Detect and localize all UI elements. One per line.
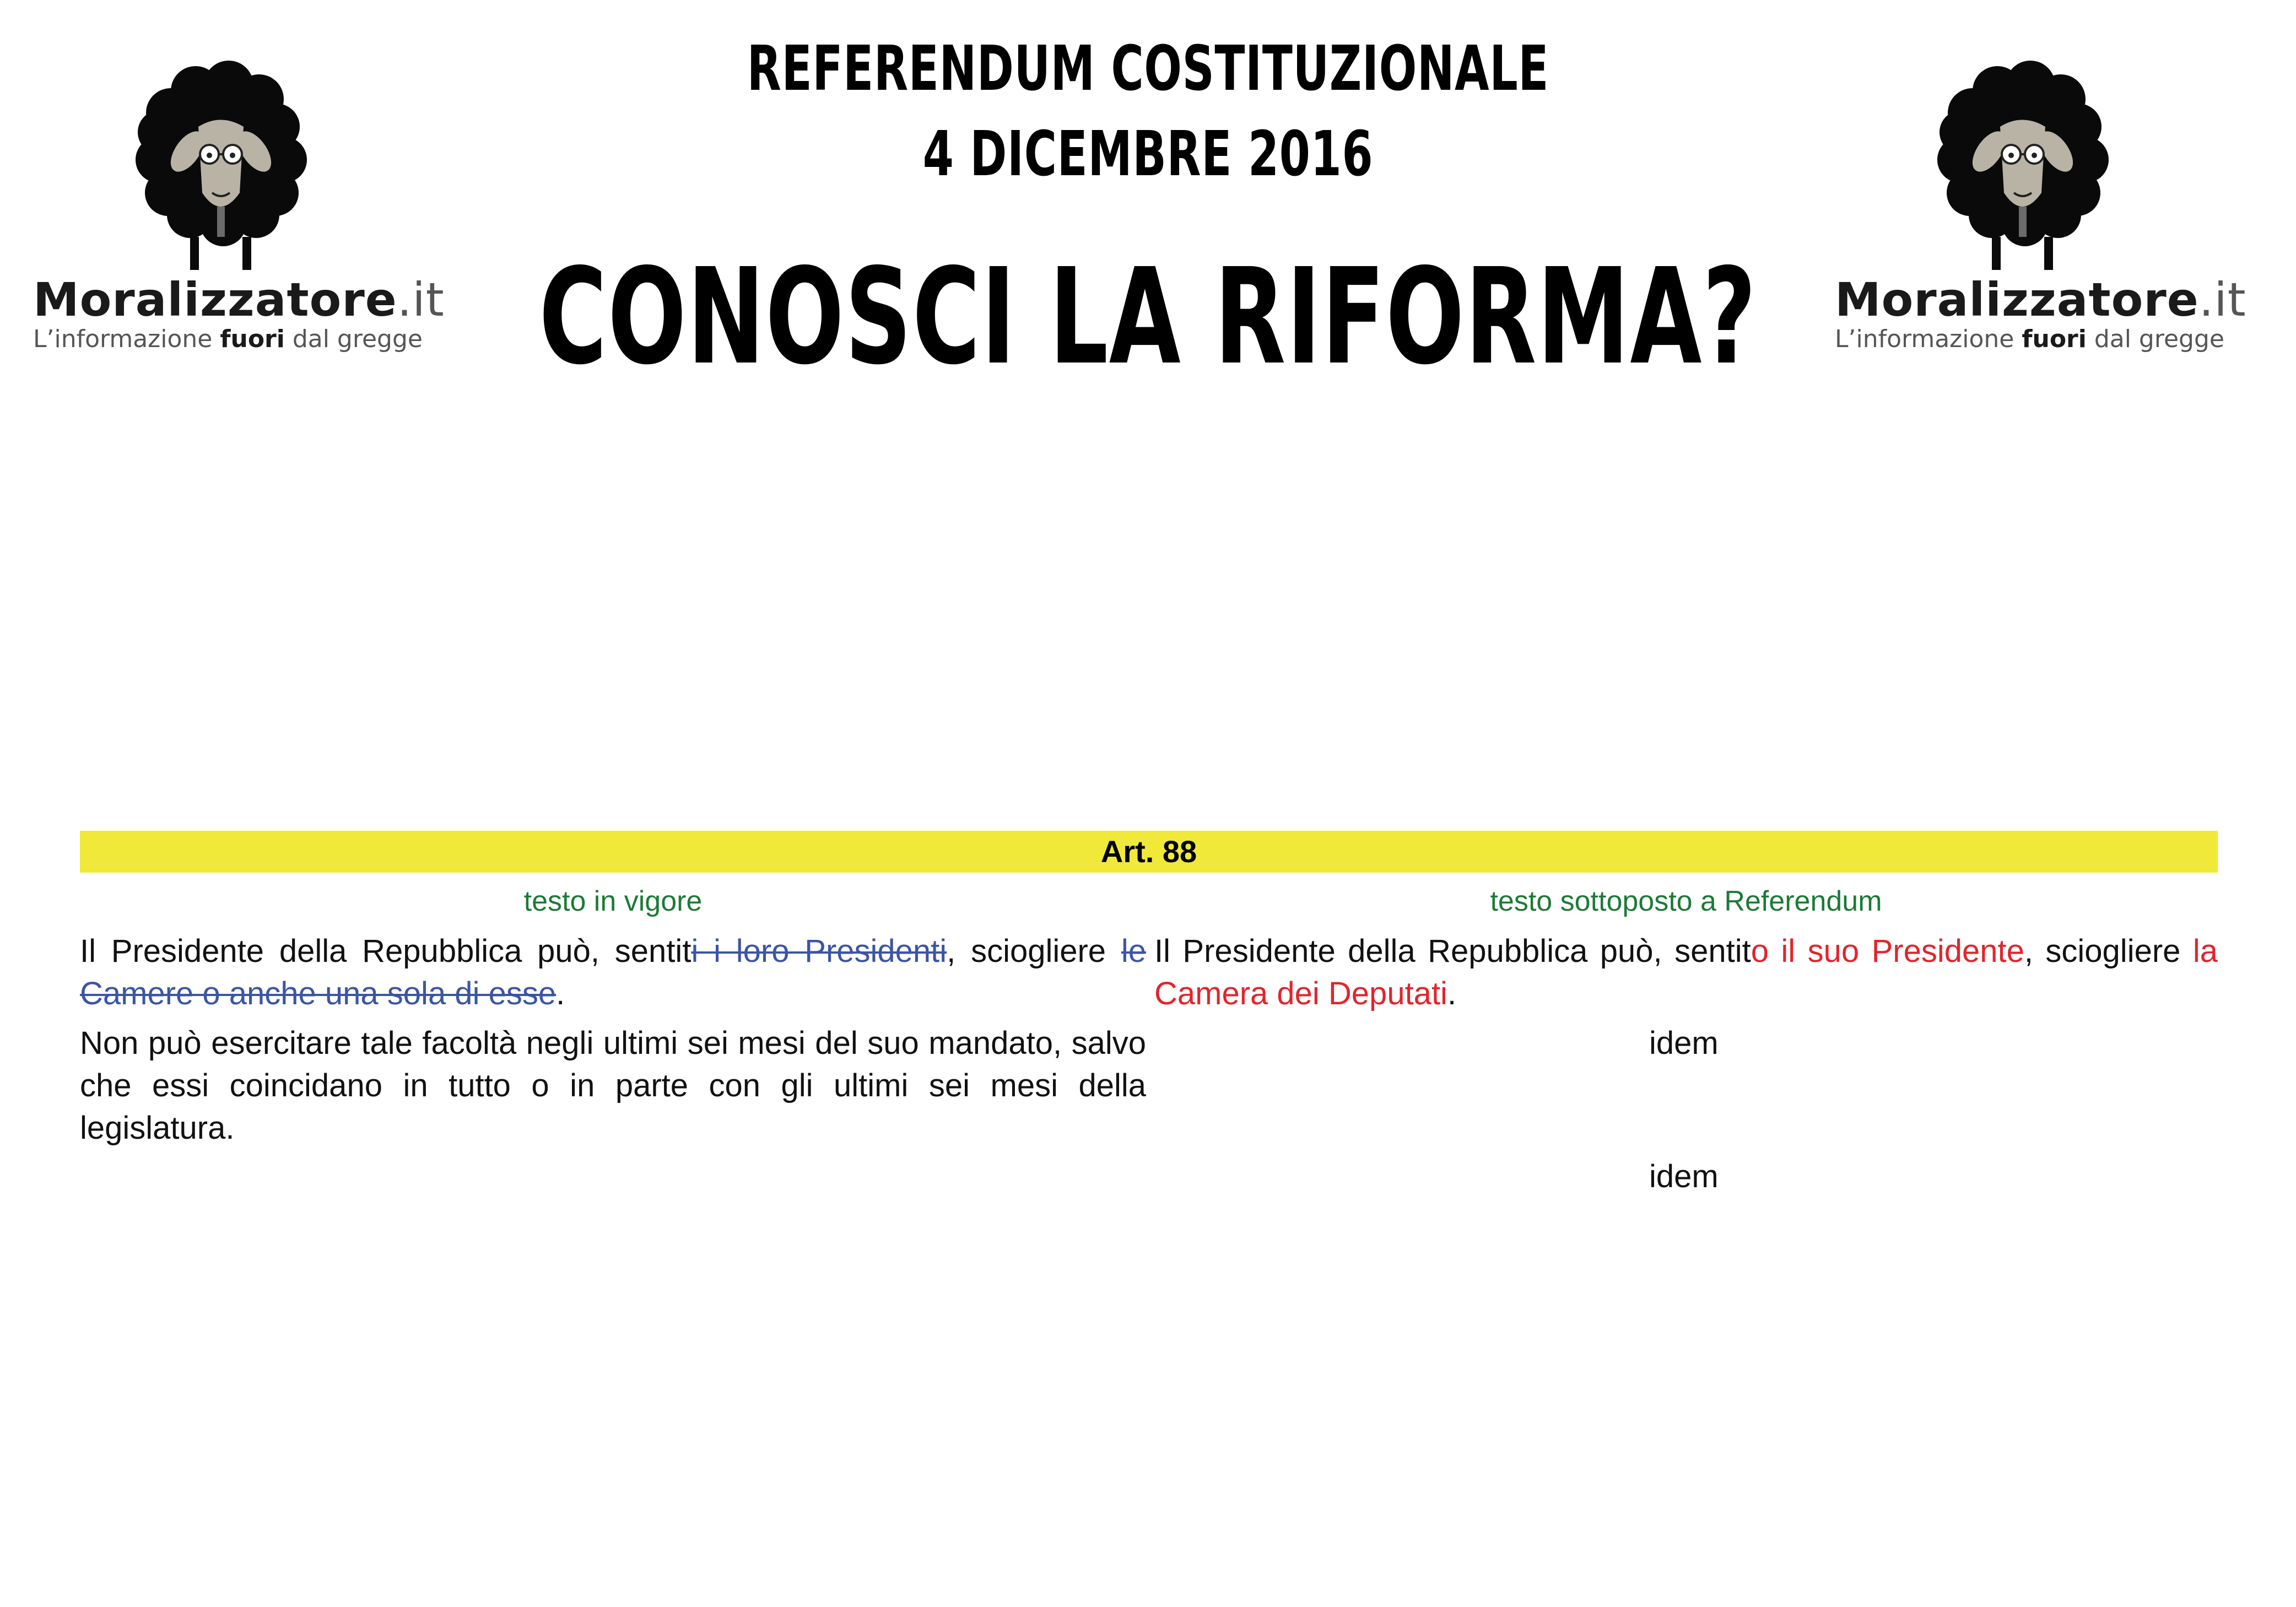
sheep-logo-icon xyxy=(127,61,314,281)
brand-tagline: L’informazione fuori dal gregge xyxy=(1835,325,2224,353)
brand-tagline: L’informazione fuori dal gregge xyxy=(33,325,423,353)
brand-name: Moralizzatore.it xyxy=(33,273,445,327)
header-line-2: 4 DICEMBRE 2016 xyxy=(922,118,1374,190)
article-title-bar: Art. 88 xyxy=(80,831,2218,873)
current-text-paragraph-1: Il Presidente della Repubblica può, sentiti i loro Presidenti, sciogliere le Camere o anche una sola di esse. xyxy=(80,933,1146,1011)
column-heading-current: testo in vigore xyxy=(523,885,703,917)
sheep-logo-icon xyxy=(1928,61,2116,281)
inserted-text: la Camera dei Deputati xyxy=(1154,933,2218,1011)
deleted-text: i i loro Presidenti xyxy=(691,933,947,969)
referendum-text-paragraph-3: idem xyxy=(1649,1159,1719,1194)
header-line-1: REFERENDUM COSTITUZIONALE xyxy=(747,33,1549,105)
brand-name: Moralizzatore.it xyxy=(1835,273,2246,327)
logo-left xyxy=(33,61,445,369)
referendum-text-paragraph-1: Il Presidente della Repubblica può, sentito il suo Presidente, sciogliere la Camera dei Deputati. xyxy=(1154,933,2218,1011)
logo-right xyxy=(1835,61,2246,369)
page-title: CONOSCI LA RIFORMA? xyxy=(539,240,1757,394)
referendum-text-paragraph-2: idem xyxy=(1649,1025,1719,1061)
deleted-text: le Camere o anche una sola di esse xyxy=(80,933,1146,1011)
current-text-paragraph-2: Non può esercitare tale facoltà negli ultimi sei mesi del suo mandato, salvo che essi coincidano in tutto o in parte con gli ultimi sei mesi della legislatura. xyxy=(80,1025,1146,1146)
column-heading-referendum: testo sottoposto a Referendum xyxy=(1490,885,1882,917)
inserted-text: o il suo Presidente xyxy=(1751,933,2024,969)
